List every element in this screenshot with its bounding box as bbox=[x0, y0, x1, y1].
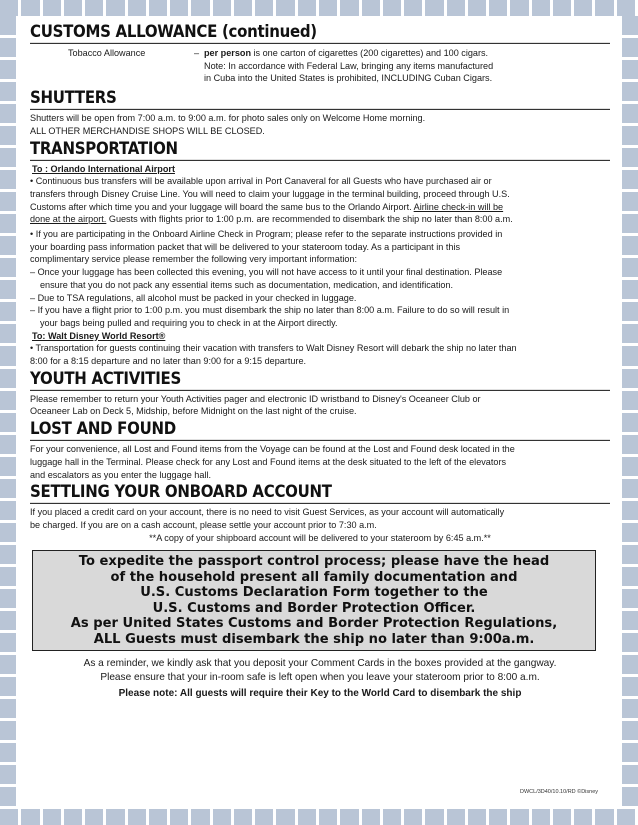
document-body: CUSTOMS ALLOWANCE (continued) Tobacco Allowance – per person is one carton of cigarettes (200 cigarettes) and 100 cigars. Note: In accordance with Federal Law, bringing any items manufactured in Cuba into the United States is prohibited, INCLUDING Cuban Cigars. SHUTTERS Shutters will be open from 7:00 a.m. to 9:00 a.m. for photo sales only on Welcome Home morning. ALL OTHER MERCHANDISE SHOPS WILL BE CLOSED. TRANSPORTATION To : Orlando International Airport • Continuous bus transfers will be available upon arrival in Port Canaveral for all Guests who have purchased air or transfers through Disney Cruise Line. You will need to claim your luggage in the terminal building, proceed through U.S. Customs after which time you and your luggage will board the same bus to the Orlando Airport. Airline check-in will be done at the airport. Guests with flights prior to 1:00 p.m. are recommended to disembark the ship no later than 8:00 a.m. • If you are participating in the Onboard Airline Check in Program; please refer to the separate instructions provided in your boarding pass information packet that will be delivered to your stateroom today. As a participant in this complimentary service please remember the following very important information: – Once your luggage has been collected this evening, you will not have access to it until your final destination. Please ensure that you do not pack any essential items such as documentation, medication, and identification. – Due to TSA regulations, all alcohol must be packed in your checked in luggage. – If you have a flight prior to 1:00 p.m. you must disembark the ship no later than 8:00 a.m. Failure to do so will result in your bags being pulled and requiring you to check in at the Airport directly. To: Walt Disney World Resort® • Transportation for guests continuing their vacation with transfers to Walt Disney Resort will debark the ship no later than 8:00 for a 8:15 departure and no later than 9:00 for a 9:15 departure. YOUTH ACTIVITIES Please remember to return your Youth Activities pager and electronic ID wristband to Disney's Oceaneer Club or Oceaneer Lab on Deck 5, Midship, before Midnight on the last night of the cruise. LOST AND FOUND For your convenience, all Lost and Found items from the Voyage can be found at the Lost and Found desk located in the luggage hall in the Terminal. Please check for any Lost and Found items at the desk situated to the left of the elevators and escalators as you enter the luggage hall. SETTLING YOUR ONBOARD ACCOUNT If you placed a credit card on your account, there is no need to visit Guest Services, as your account will automatically be charged. If you are on a cash account, please settle your account prior to 7:30 a.m. **A copy of your shipboard account will be delivered to your stateroom by 6:45 a.m.** To expedite the passport control process; please have the head of the household present all family documentation and U.S. Customs Declaration Form together to the U.S. Customs and Border Protection Officer. As per United States Customs and Border Protection Regulations, ALL Guests must disembark the ship no later than 9:00a.m. As a reminder, we kindly ask that you deposit your Comment Cards in the boxes provided at the gangway. Please ensure that your in-room safe is left open when you leave your stateroom prior to 8:00 a.m. Please note: All guests will require their Key to the World Card to disembark the ship bbox=[30, 24, 610, 699]
key-card-note: Please note: All guests will require their Key to the World Card to disembark the ship bbox=[118, 688, 522, 700]
tobacco-bold: per person bbox=[204, 48, 251, 58]
customs-heading: CUSTOMS ALLOWANCE (continued) bbox=[30, 21, 610, 44]
lost-found-heading: LOST AND FOUND bbox=[30, 418, 610, 441]
tobacco-allowance-row bbox=[30, 47, 610, 85]
shutters-heading: SHUTTERS bbox=[30, 87, 610, 110]
account-copy-note: **A copy of your shipboard account will be delivered to your stateroom by 6:45 a.m.** bbox=[149, 532, 491, 543]
shutters-text-2: ALL OTHER MERCHANDISE SHOPS WILL BE CLOSED. bbox=[30, 125, 265, 136]
youth-heading: YOUTH ACTIVITIES bbox=[30, 368, 610, 391]
comment-card-reminder: As a reminder, we kindly ask that you deposit your Comment Cards in the boxes provided at the gangway. Please ensure that your in-room safe is left open when you leave your stateroom prior to 8:00 a.m. bbox=[83, 658, 557, 683]
page-border-top bbox=[0, 0, 638, 16]
page-border-right bbox=[622, 16, 638, 809]
airport-subheading: To : Orlando International Airport bbox=[32, 163, 175, 174]
page-border-bottom bbox=[0, 809, 638, 825]
page-border-left bbox=[0, 16, 16, 809]
tobacco-label: Tobacco Allowance bbox=[68, 48, 146, 58]
footer-code: DWCL/3D40/10.10/RD ©Disney bbox=[520, 789, 599, 795]
transportation-heading: TRANSPORTATION bbox=[30, 138, 610, 161]
wdw-subheading: To: Walt Disney World Resort® bbox=[32, 330, 166, 341]
passport-notice-box: To expedite the passport control process; please have the head of the household present all family documentation and U.S. Customs Declaration Form together to the U.S. Customs and Border Protection Officer. As per United States Customs and Border Protection Regulations, ALL Guests must disembark the ship no later than 9:00a.m. bbox=[32, 550, 596, 651]
shutters-text-1: Shutters will be open from 7:00 a.m. to 9:00 a.m. for photo sales only on Welcome Home morning. bbox=[30, 113, 426, 124]
tobacco-description: – per person is one carton of cigarettes (200 cigarettes) and 100 cigars. Note: In accordance with Federal Law, bringing any items manufactured in Cuba into the United States is prohibited, INCLUDING Cuban Cigars. bbox=[194, 48, 494, 84]
settling-heading: SETTLING YOUR ONBOARD ACCOUNT bbox=[30, 481, 610, 504]
